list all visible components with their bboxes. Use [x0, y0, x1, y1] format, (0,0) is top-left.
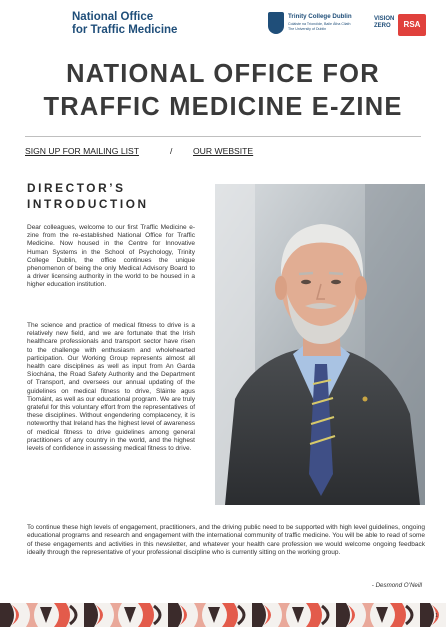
trinity-subtitle: The University of Dublin: [288, 27, 327, 31]
brand-line-1: National Office: [72, 11, 154, 23]
page-title: [0, 58, 446, 124]
zero-text: ZERO: [374, 23, 391, 29]
section-heading: [27, 180, 149, 212]
trinity-crest-icon: [268, 12, 284, 34]
title-divider: [25, 136, 421, 137]
title-line-1: NATIONAL OFFICE FOR: [66, 60, 380, 88]
intro-paragraph-1: Dear colleagues, welcome to our first Traffic Medicine e-zine from the re-established National Office for Traffic Medicine. Now housed in the Centre for Innovative Human Systems in the School of Psychology, Trinity College Dublin, the office continues the unique phenomenon of being the only Medical Advisory Board to a driver licensing authority in the world to be housed in a higher education institution.: [27, 224, 195, 289]
office-logo-text: [72, 11, 177, 37]
rsa-logo: RSA: [398, 14, 426, 36]
portrait-illustration: [215, 184, 425, 505]
footer-pattern: [0, 603, 446, 627]
vision-zero-logo: [374, 16, 394, 30]
trinity-irish-name: Coláiste na Tríonóide, Baile Átha Cliath: [288, 22, 351, 26]
trinity-name: Trinity College Dublin: [288, 13, 352, 20]
website-link[interactable]: OUR WEBSITE: [193, 146, 254, 156]
heading-line-1: DIRECTOR’S: [27, 181, 126, 195]
heading-line-2: INTRODUCTION: [27, 197, 149, 211]
header: [0, 0, 446, 48]
page-number: 1: [435, 613, 438, 619]
decorative-band-icon: [0, 603, 446, 627]
intro-paragraph-3: To continue these high levels of engagement, practitioners, and the driving public need to be supported with high level guidelines, ongoing educational programs and research and engagement with the international community of traffic medicine. You will be able to read of some of these engagements and activities in this newsletter, and whatever your health care profession we would welcome ongoing feedback ideally through the representative of your professional discipline who is currently sitting on the working group.: [27, 524, 425, 556]
intro-paragraph-2: The science and practice of medical fitness to drive is a relatively new field, and we are fortunate that the Irish healthcare professionals and transport sector have risen to the challenge with enthusiasm and wholehearted participation. Our Working Group represents almost all health care disciplines as well as input from An Garda Síochána, the Road Safety Authority and the Department of Transport, and oversees our annual updating of the guidelines on medical fitness to drive, Sláinte agus Tiomáint, as well as our educational program. We are truly grateful for this voluntary effort from the representatives of these disciplines. Without engendering complacency, it is noteworthy that Ireland has the highest level of awareness of medical fitness to drive guidelines among general practitioners of any country in the world, and the highest levels of confidence in assessing medical fitness to drive.: [27, 322, 195, 453]
signature: - Desmond O’Neill: [371, 582, 422, 589]
link-separator: /: [170, 146, 173, 156]
director-portrait: [215, 184, 425, 505]
mailing-list-link[interactable]: SIGN UP FOR MAILING LIST: [25, 146, 139, 156]
vision-text: VISION: [374, 16, 395, 22]
trinity-logo: [268, 12, 368, 38]
title-line-2: TRAFFIC MEDICINE E-ZINE: [43, 93, 403, 121]
brand-line-2: for Traffic Medicine: [72, 24, 178, 36]
